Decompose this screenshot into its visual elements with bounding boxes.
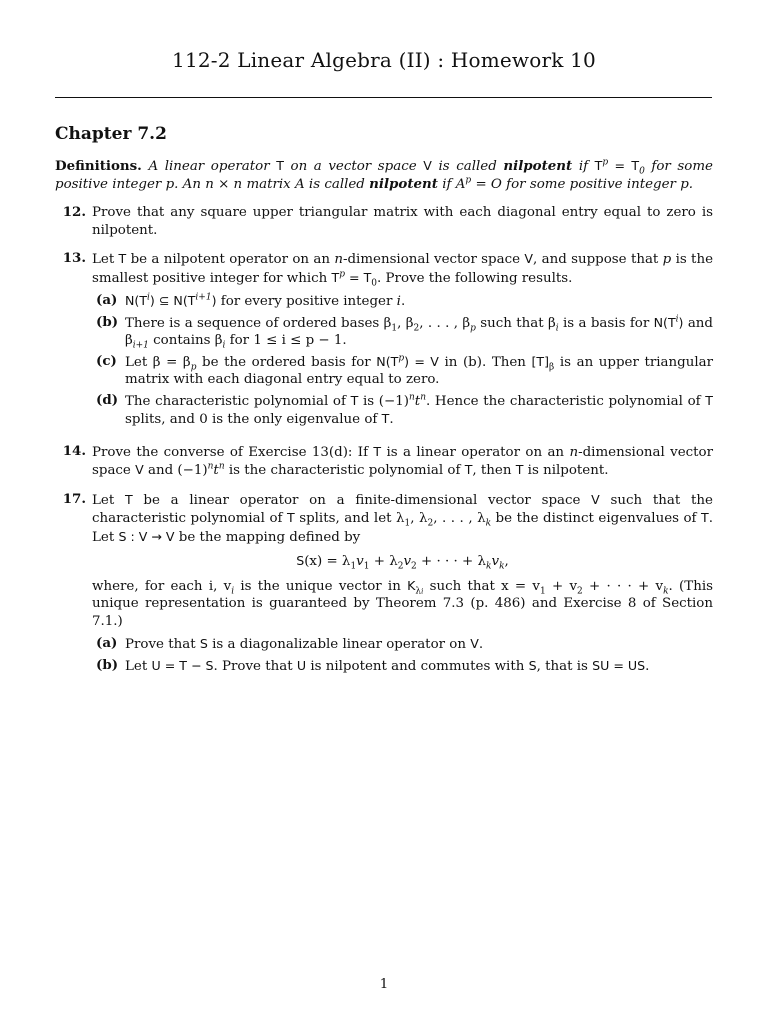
definitions-paragraph: Definitions. A linear operator T on a vector space V is called nilpotent if $T^p = T_0$ for some positive integer p. An n × n matrix A is called nilpotent if $A^p = O$ for some positive integer p. xyxy=(55,157,713,192)
term-nilpotent: nilpotent xyxy=(503,158,573,174)
problem-text: Prove the converse of Exercise 13(d): If T is a linear operator on an n-dimensional vector space V and $(-1)^nt^n$ is the characteristic polynomial of T, then T is nilpotent. xyxy=(92,443,713,478)
subparts xyxy=(92,635,713,675)
problem-number: 12. xyxy=(62,204,86,220)
page-number: 1 xyxy=(379,977,389,992)
subpart-label: (d) xyxy=(96,391,119,408)
subparts xyxy=(92,292,713,429)
problem-number: 14. xyxy=(62,442,86,459)
problem-12 xyxy=(55,204,713,239)
problem-text: Let T be a linear operator on a finite-dimensional vector space V such that the characteristic polynomial of T splits, and let $\lambda_1$, $\lambda_2$, . . . , $\lambda_k$ be the distinct eigenvalues of T. Let S : V → V be the mapping defined by $S(x) = \lambda_1v_1 + \lambda_2v_2$ + · · · + $\lambda_kv_k$, where, for each i, $v_i$ is the unique vector in $K_{\lambda i}$ such that $x = v_1 + v_2$ + · · · + $v_k$. (This unique representation is guaranteed by Theorem 7.3 (p. 486) and Exercise 8 of Section 7.1.) (a) Prove that S is a diagonalizable linear operator on V. (b) Let U = T − S. Prove that U is nilpotent and commutes with S, that is SU = US. xyxy=(92,491,713,674)
subpart-label: (a) xyxy=(96,635,118,651)
problem-17 xyxy=(55,491,713,679)
problem-number: 17. xyxy=(62,490,86,507)
subpart-label: (a) xyxy=(96,292,118,308)
content xyxy=(55,157,713,689)
chapter-heading: Chapter 7.2 xyxy=(55,124,167,144)
problem-14 xyxy=(55,443,713,480)
problem-text: Let T be a nilpotent operator on an n-dimensional vector space V, and suppose that p is the smallest positive integer for which $T^p = T_0$. Prove the following results. (a) $N(T^i)$ ⊆ $N(T^{i+1})$ for every positive integer i. (b) There is a sequence of ordered bases $\beta_1$, $\beta_2$, . . . , $\beta_p$ such that $\beta_i$ is a basis for $N(T^i)$ and $\beta_{i+1}$ contains $\beta_i$ for 1 ≤ i ≤ p − 1. (c) Let $\beta = \beta_p$ be the ordered basis for $N(T^p) = V$ in (b). Then $[T]_\beta$ is an upper triangular matrix with each diagonal entry equal to zero. (d) The characteristic polynomial of T is $(-1)^nt^n$. Hence the characteristic polynomial of T splits, and 0 is the only eigenvalue of T. xyxy=(92,251,714,427)
subpart-label: (b) xyxy=(96,656,119,673)
subpart-b: (b) Let U = T − S. Prove that U is nilpotent and commutes with S, that is SU = US. xyxy=(92,657,713,676)
title-rule xyxy=(55,97,712,98)
display-equation: $S(x) = \lambda_1v_1 + \lambda_2v_2$ + · · · + $\lambda_kv_k$, xyxy=(296,553,509,572)
term-nilpotent: nilpotent xyxy=(369,175,438,192)
subpart-label: (c) xyxy=(96,352,117,369)
page-title: 112-2 Linear Algebra (II) : Homework 10 xyxy=(172,48,596,72)
subpart-a: (a) Prove that S is a diagonalizable linear operator on V. xyxy=(92,635,713,654)
subpart-c: (c) Let $\beta = \beta_p$ be the ordered basis for $N(T^p) = V$ in (b). Then $[T]_\beta$ is an upper triangular matrix with each diagonal entry equal to zero. xyxy=(92,353,713,389)
subpart-a: (a) $N(T^i)$ ⊆ $N(T^{i+1})$ for every positive integer i. xyxy=(92,292,713,311)
subpart-label: (b) xyxy=(96,313,119,330)
problem-number: 13. xyxy=(62,250,86,266)
definitions-label: Definitions. xyxy=(55,158,142,174)
subpart-b: (b) There is a sequence of ordered bases $\beta_1$, $\beta_2$, . . . , $\beta_p$ such that $\beta_i$ is a basis for $N(T^i)$ and $\beta_{i+1}$ contains $\beta_i$ for 1 ≤ i ≤ p − 1. xyxy=(92,314,713,350)
problem-13 xyxy=(55,250,713,432)
problem-text: Prove that any square upper triangular matrix with each diagonal entry equal to zero is nilpotent. xyxy=(92,205,713,238)
subpart-d: (d) The characteristic polynomial of T is $(-1)^nt^n$. Hence the characteristic polynomial of T splits, and 0 is the only eigenvalue of T. xyxy=(92,392,713,429)
